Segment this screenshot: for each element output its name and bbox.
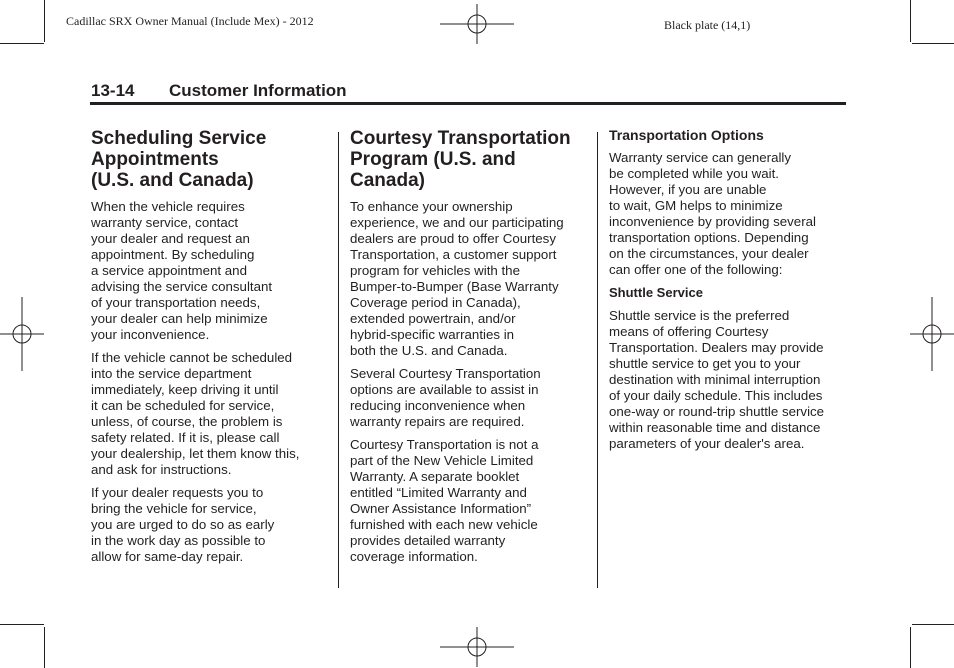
- column-divider: [597, 132, 598, 588]
- registration-mark-top-icon: [440, 4, 514, 44]
- paragraph: Courtesy Transportation is not a part of the New Vehicle Limited Warranty. A separate booklet entitled “Limited Warranty and Owner Assistance Information” furnished with each new vehicle provides detailed warranty coverage information.: [350, 437, 539, 564]
- heading-transportation-options: Transportation Options: [609, 127, 764, 143]
- print-header-right: Black plate (14,1): [664, 18, 751, 32]
- heading-scheduling-service: Scheduling Service Appointments (U.S. and Canada): [91, 128, 267, 191]
- section-rule: [90, 102, 846, 105]
- registration-mark-right-icon: [910, 297, 954, 371]
- paragraph: To enhance your ownership experience, we and our participating dealers are proud to offer Courtesy Transportation, a customer support program for vehicles with the Bumper-to-Bumper (Base Warranty Coverage period in Canada), extended powertrain, and/or hybrid-specific warranties in both the U.S. and Canada.: [350, 199, 564, 358]
- page-number: 13-14: [91, 81, 135, 100]
- paragraph: When the vehicle requires warranty service, contact your dealer and request an appointment. By scheduling a service appointment and advising the service consultant of your transportation needs, your dealer can help minimize your inconvenience.: [91, 199, 273, 342]
- section-header: [91, 81, 347, 101]
- column-options: [609, 128, 845, 459]
- paragraph: Warranty service can generally be completed while you wait. However, if you are unable to wait, GM helps to minimize inconvenience by providing several transportation options. Depending on the circumstances, your dealer can offer one of the following:: [609, 150, 816, 277]
- paragraph: If the vehicle cannot be scheduled into the service department immediately, keep driving it until it can be scheduled for service, unless, of course, the problem is safety related. If it is, please call your dealership, let them know this, and ask for instructions.: [91, 350, 300, 477]
- paragraph: Shuttle service is the preferred means of offering Courtesy Transportation. Dealers may provide shuttle service to get you to your destination with minimal interruption of your daily schedule. This includes one-way or round-trip shuttle service within reasonable time and distance parameters of your dealer's area.: [609, 308, 825, 451]
- column-scheduling: [91, 128, 327, 572]
- column-courtesy: [350, 128, 586, 572]
- heading-shuttle-service: Shuttle Service: [609, 285, 703, 300]
- registration-mark-bottom-icon: [440, 627, 514, 667]
- registration-mark-left-icon: [0, 297, 44, 371]
- column-divider: [338, 132, 339, 588]
- print-header-left: Cadillac SRX Owner Manual (Include Mex) - 2012: [66, 14, 314, 28]
- paragraph: If your dealer requests you to bring the vehicle for service, you are urged to do so as early in the work day as possible to allow for same-day repair.: [91, 485, 275, 564]
- paragraph: Several Courtesy Transportation options are available to assist in reducing inconvenience when warranty repairs are required.: [350, 366, 541, 429]
- heading-courtesy-transportation: Courtesy Transportation Program (U.S. and Canada): [350, 128, 571, 191]
- section-title: Customer Information: [169, 81, 347, 100]
